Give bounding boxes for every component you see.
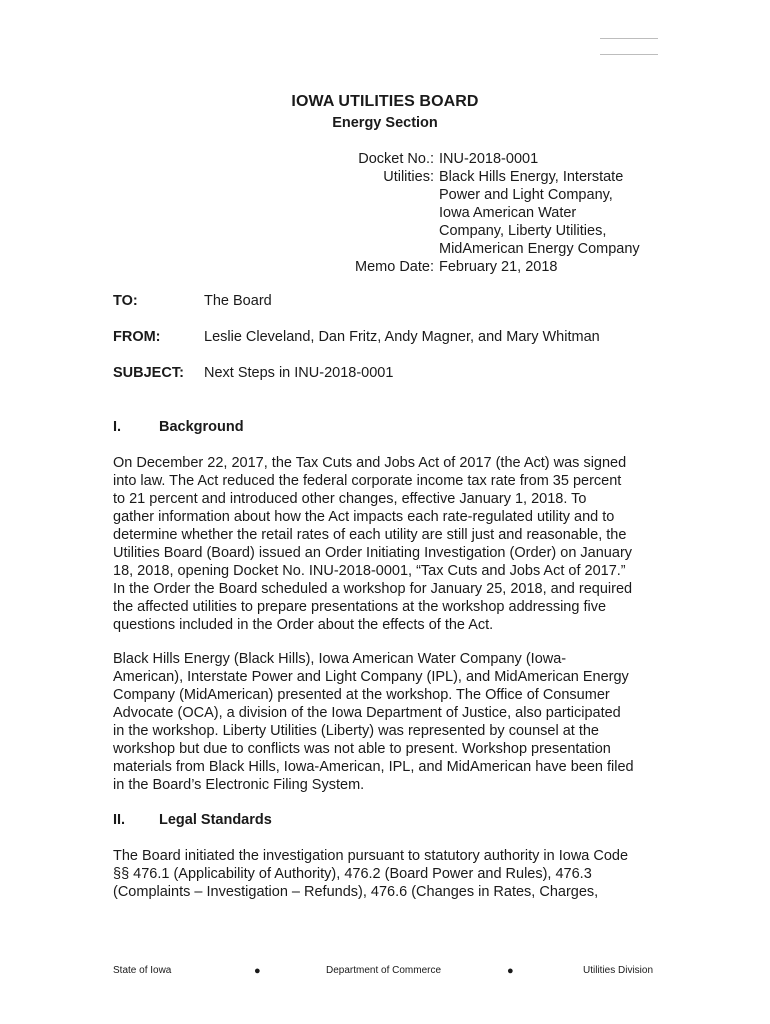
docket-value [434,150,669,168]
utilities-line: MidAmerican Energy Company [439,241,640,257]
text-line: questions included in the Order about the effects of the Act. [113,617,494,633]
corner-rules [600,38,658,70]
from-line [113,328,600,346]
section-heading-background [113,418,244,436]
docket-number: INU-2018-0001 [439,151,539,167]
from-value: Leslie Cleveland, Dan Fritz, Andy Magner, and Mary Whitman [204,329,600,345]
paragraph-background-2 [113,650,661,794]
section-title: Background [159,419,244,435]
footer-state: State of Iowa [113,965,172,976]
memo-date-row [300,258,669,276]
text-line: to 21 percent and introduced other changes, effective January 1, 2018. To [113,491,587,507]
utilities-value [434,168,669,258]
footer-division: Utilities Division [583,965,654,976]
to-line [113,292,272,310]
page-footer [113,965,661,981]
docket-info [300,150,669,276]
text-line: materials from Black Hills, Iowa-American, IPL, and MidAmerican have been filed [113,759,634,775]
subject-value: Next Steps in INU-2018-0001 [204,365,394,381]
memo-date: February 21, 2018 [439,259,558,275]
text-line: in the workshop. Liberty Utilities (Liberty) was represented by counsel at the [113,723,599,739]
text-line: workshop but due to conflicts was not able to present. Workshop presentation [113,741,611,757]
text-line: Advocate (OCA), a division of the Iowa Department of Justice, also participated [113,705,621,721]
section-title: Legal Standards [159,812,272,828]
text-line: in the Board’s Electronic Filing System. [113,777,365,793]
text-line: The Board initiated the investigation pursuant to statutory authority in Iowa Code [113,848,629,864]
agency-title: IOWA UTILITIES BOARD [291,93,479,110]
text-line: Black Hills Energy (Black Hills), Iowa American Water Company (Iowa- [113,651,567,667]
text-line: On December 22, 2017, the Tax Cuts and Jobs Act of 2017 (the Act) was signed [113,455,627,471]
text-line: §§ 476.1 (Applicability of Authority), 476.2 (Board Power and Rules), 476.3 [113,866,592,882]
text-line: American), Interstate Power and Light Company (IPL), and MidAmerican Energy [113,669,629,685]
text-line: Company (MidAmerican) presented at the workshop. The Office of Consumer [113,687,610,703]
subject-label: SUBJECT: [113,365,184,381]
utilities-row [300,168,669,258]
utilities-line: Iowa American Water [439,205,577,221]
subject-line [113,364,393,382]
section-heading-legal-standards [113,811,272,829]
section-number: I. [113,419,122,435]
text-line: In the Order the Board scheduled a workshop for January 25, 2018, and required [113,581,633,597]
memo-date-value [434,258,669,276]
utilities-line: Company, Liberty Utilities, [439,223,607,239]
text-line: determine whether the retail rates of each utility are still just and reasonable, the [113,527,627,543]
text-line: 18, 2018, opening Docket No. INU-2018-0001, “Tax Cuts and Jobs Act of 2017.” [113,563,626,579]
docket-row [300,150,669,168]
memo-date-label: Memo Date: [355,259,434,275]
text-line: the affected utilities to prepare presentations at the workshop addressing five [113,599,607,615]
utilities-line: Black Hills Energy, Interstate [439,169,624,185]
text-line: (Complaints – Investigation – Refunds), 476.6 (Changes in Rates, Charges, [113,884,599,900]
docket-label: Docket No.: [358,151,434,167]
corner-rule [600,38,658,39]
from-label: FROM: [113,329,161,345]
utilities-line: Power and Light Company, [439,187,613,203]
to-label: TO: [113,293,138,309]
utilities-label: Utilities: [383,169,434,185]
corner-rule [600,54,658,55]
to-value: The Board [204,293,272,309]
footer-department: Department of Commerce [326,965,442,976]
section-number: II. [113,812,126,828]
footer-bullet: ● [254,965,261,977]
paragraph-legal-standards [113,847,661,901]
text-line: Utilities Board (Board) issued an Order Initiating Investigation (Order) on January [113,545,633,561]
section-subtitle: Energy Section [332,115,438,131]
paragraph-background-1 [113,454,661,634]
footer-bullet: ● [507,965,514,977]
text-line: into law. The Act reduced the federal corporate income tax rate from 35 percent [113,473,622,489]
text-line: gather information about how the Act impacts each rate-regulated utility and to [113,509,615,525]
